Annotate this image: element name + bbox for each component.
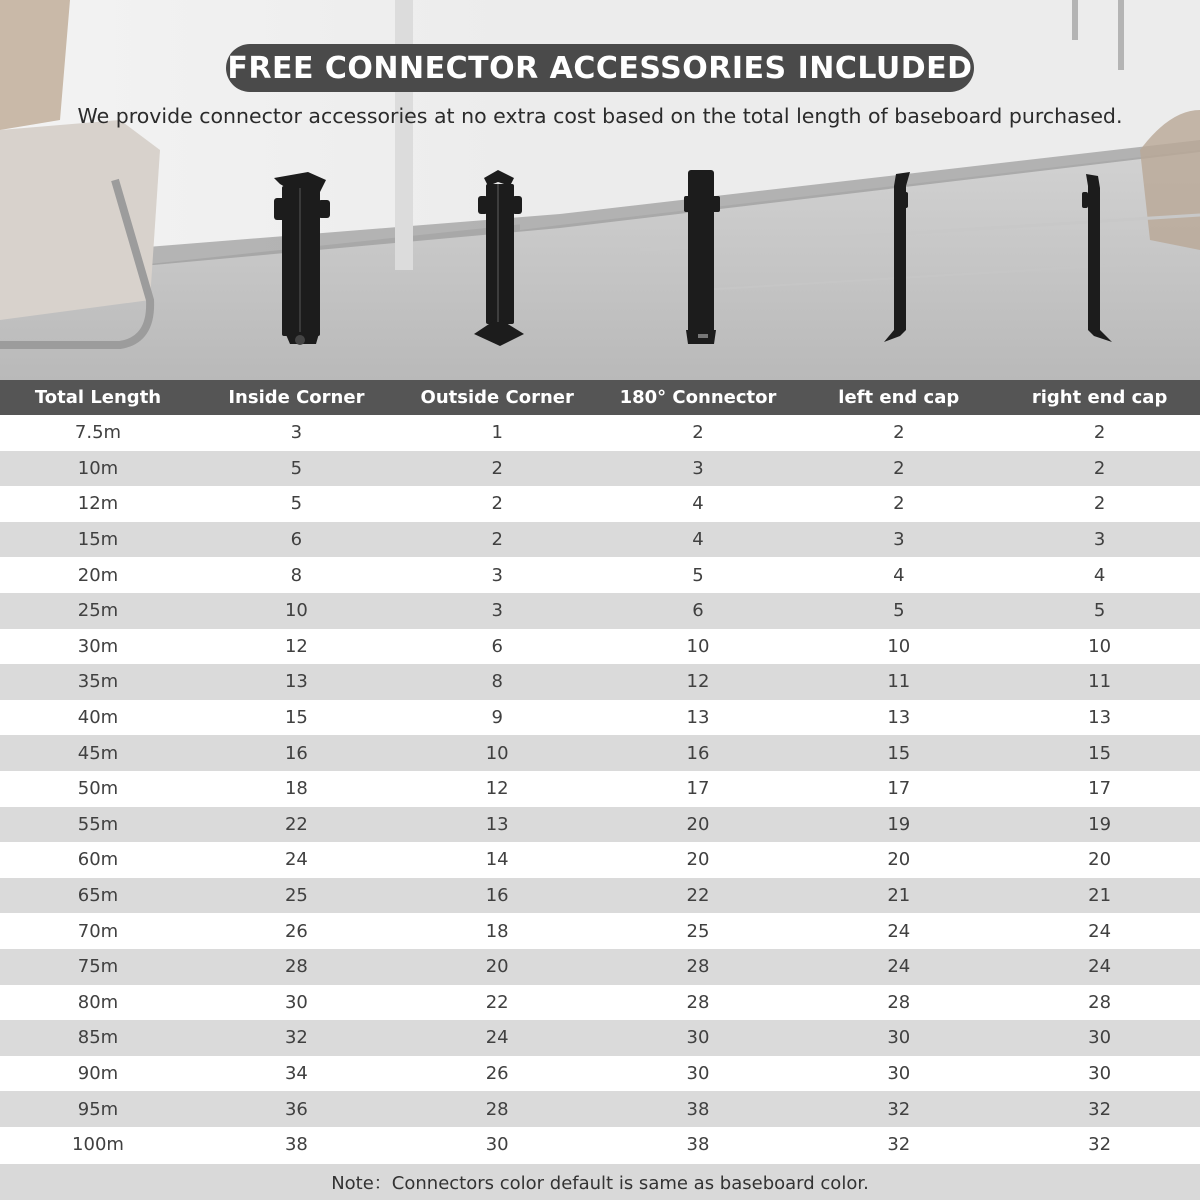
quantity-cell: 3 <box>999 522 1200 558</box>
quantity-cell: 13 <box>397 807 598 843</box>
quantity-cell: 24 <box>196 842 397 878</box>
length-cell: 90m <box>0 1056 196 1092</box>
quantity-cell: 2 <box>798 486 999 522</box>
table-row <box>0 842 1200 878</box>
quantity-cell: 26 <box>196 913 397 949</box>
180-degree-connector-icon <box>684 170 720 344</box>
quantity-cell: 6 <box>397 629 598 665</box>
length-cell: 95m <box>0 1091 196 1127</box>
table-body <box>0 415 1200 1162</box>
quantity-cell: 3 <box>196 415 397 451</box>
table-row <box>0 913 1200 949</box>
quantity-cell: 3 <box>798 522 999 558</box>
quantity-cell: 2 <box>397 522 598 558</box>
quantity-cell: 30 <box>598 1056 799 1092</box>
table-row <box>0 451 1200 487</box>
quantity-cell: 30 <box>999 1056 1200 1092</box>
quantity-cell: 2 <box>798 415 999 451</box>
table-header-row <box>0 380 1200 415</box>
quantity-cell: 5 <box>598 557 799 593</box>
quantity-cell: 20 <box>397 949 598 985</box>
quantity-cell: 11 <box>798 664 999 700</box>
quantity-cell: 24 <box>798 913 999 949</box>
quantity-cell: 13 <box>598 700 799 736</box>
quantity-cell: 5 <box>196 451 397 487</box>
quantity-cell: 14 <box>397 842 598 878</box>
table-row <box>0 486 1200 522</box>
quantity-cell: 36 <box>196 1091 397 1127</box>
quantity-cell: 19 <box>999 807 1200 843</box>
quantity-cell: 3 <box>397 557 598 593</box>
length-cell: 10m <box>0 451 196 487</box>
quantity-cell: 5 <box>196 486 397 522</box>
quantity-cell: 24 <box>999 949 1200 985</box>
quantity-cell: 13 <box>798 700 999 736</box>
quantity-cell: 24 <box>397 1020 598 1056</box>
quantity-cell: 22 <box>397 985 598 1021</box>
quantity-cell: 20 <box>598 807 799 843</box>
length-cell: 30m <box>0 629 196 665</box>
table-row <box>0 1056 1200 1092</box>
quantity-cell: 18 <box>397 913 598 949</box>
length-cell: 35m <box>0 664 196 700</box>
outside-corner-connector-icon <box>474 170 524 346</box>
quantity-cell: 4 <box>798 557 999 593</box>
header-total-length: Total Length <box>0 380 196 415</box>
quantity-cell: 8 <box>397 664 598 700</box>
table-row <box>0 664 1200 700</box>
quantity-cell: 32 <box>999 1127 1200 1163</box>
quantity-cell: 17 <box>798 771 999 807</box>
quantity-cell: 10 <box>798 629 999 665</box>
quantity-cell: 12 <box>397 771 598 807</box>
quantity-cell: 16 <box>397 878 598 914</box>
quantity-cell: 2 <box>397 486 598 522</box>
quantity-cell: 2 <box>598 415 799 451</box>
quantity-cell: 30 <box>397 1127 598 1163</box>
quantity-cell: 17 <box>598 771 799 807</box>
quantity-cell: 21 <box>798 878 999 914</box>
quantity-cell: 20 <box>798 842 999 878</box>
quantity-cell: 30 <box>798 1020 999 1056</box>
quantity-cell: 5 <box>999 593 1200 629</box>
banner-subtitle: We provide connector accessories at no extra cost based on the total length of baseboard purchased. <box>77 104 1123 128</box>
quantity-cell: 4 <box>598 486 799 522</box>
header-left-end-cap: left end cap <box>798 380 999 415</box>
quantity-cell: 6 <box>598 593 799 629</box>
quantity-cell: 2 <box>397 451 598 487</box>
length-cell: 60m <box>0 842 196 878</box>
quantity-cell: 28 <box>598 985 799 1021</box>
length-cell: 15m <box>0 522 196 558</box>
quantity-cell: 13 <box>999 700 1200 736</box>
table-row <box>0 771 1200 807</box>
quantity-cell: 38 <box>598 1091 799 1127</box>
length-cell: 50m <box>0 771 196 807</box>
quantity-cell: 2 <box>999 451 1200 487</box>
table-row <box>0 700 1200 736</box>
table-row <box>0 878 1200 914</box>
quantity-cell: 30 <box>598 1020 799 1056</box>
left-end-cap-icon <box>884 172 910 342</box>
quantity-cell: 2 <box>999 415 1200 451</box>
connector-quantity-table <box>0 380 1200 1162</box>
length-cell: 40m <box>0 700 196 736</box>
length-cell: 12m <box>0 486 196 522</box>
quantity-cell: 25 <box>196 878 397 914</box>
quantity-cell: 24 <box>999 913 1200 949</box>
quantity-cell: 11 <box>999 664 1200 700</box>
table-row <box>0 629 1200 665</box>
table-row <box>0 807 1200 843</box>
quantity-cell: 3 <box>397 593 598 629</box>
quantity-cell: 20 <box>999 842 1200 878</box>
quantity-cell: 21 <box>999 878 1200 914</box>
quantity-cell: 8 <box>196 557 397 593</box>
quantity-cell: 12 <box>598 664 799 700</box>
length-cell: 85m <box>0 1020 196 1056</box>
quantity-cell: 13 <box>196 664 397 700</box>
quantity-cell: 20 <box>598 842 799 878</box>
quantity-cell: 28 <box>598 949 799 985</box>
quantity-cell: 38 <box>196 1127 397 1163</box>
quantity-cell: 2 <box>798 451 999 487</box>
quantity-cell: 30 <box>999 1020 1200 1056</box>
table-row <box>0 1127 1200 1163</box>
length-cell: 65m <box>0 878 196 914</box>
quantity-cell: 28 <box>798 985 999 1021</box>
quantity-cell: 5 <box>798 593 999 629</box>
banner-title: FREE CONNECTOR ACCESSORIES INCLUDED <box>226 44 974 92</box>
table-row <box>0 985 1200 1021</box>
quantity-cell: 4 <box>999 557 1200 593</box>
quantity-cell: 16 <box>598 735 799 771</box>
note-text: Note：Connectors color default is same as baseboard color. <box>0 1164 1200 1200</box>
quantity-cell: 28 <box>999 985 1200 1021</box>
length-cell: 75m <box>0 949 196 985</box>
header-right-end-cap: right end cap <box>999 380 1200 415</box>
quantity-cell: 30 <box>196 985 397 1021</box>
table-row <box>0 593 1200 629</box>
quantity-cell: 18 <box>196 771 397 807</box>
quantity-cell: 10 <box>598 629 799 665</box>
length-cell: 45m <box>0 735 196 771</box>
quantity-cell: 15 <box>798 735 999 771</box>
quantity-cell: 38 <box>598 1127 799 1163</box>
quantity-cell: 1 <box>397 415 598 451</box>
length-cell: 20m <box>0 557 196 593</box>
quantity-cell: 19 <box>798 807 999 843</box>
quantity-cell: 9 <box>397 700 598 736</box>
quantity-cell: 15 <box>196 700 397 736</box>
quantity-cell: 2 <box>999 486 1200 522</box>
table-row <box>0 1020 1200 1056</box>
table-row <box>0 1091 1200 1127</box>
header-180-connector: 180° Connector <box>598 380 799 415</box>
quantity-cell: 32 <box>798 1091 999 1127</box>
table-row <box>0 522 1200 558</box>
table-row <box>0 949 1200 985</box>
inside-corner-connector-icon <box>274 172 330 345</box>
quantity-cell: 22 <box>598 878 799 914</box>
length-cell: 25m <box>0 593 196 629</box>
length-cell: 55m <box>0 807 196 843</box>
length-cell: 70m <box>0 913 196 949</box>
quantity-cell: 10 <box>999 629 1200 665</box>
quantity-cell: 10 <box>196 593 397 629</box>
quantity-cell: 28 <box>196 949 397 985</box>
quantity-cell: 15 <box>999 735 1200 771</box>
table-row <box>0 735 1200 771</box>
table-row <box>0 415 1200 451</box>
quantity-cell: 28 <box>397 1091 598 1127</box>
right-end-cap-icon <box>1082 174 1112 342</box>
quantity-cell: 30 <box>798 1056 999 1092</box>
header-inside-corner: Inside Corner <box>196 380 397 415</box>
hero-banner <box>0 0 1200 380</box>
quantity-cell: 16 <box>196 735 397 771</box>
quantity-cell: 32 <box>999 1091 1200 1127</box>
quantity-cell: 32 <box>196 1020 397 1056</box>
length-cell: 7.5m <box>0 415 196 451</box>
length-cell: 100m <box>0 1127 196 1163</box>
quantity-cell: 6 <box>196 522 397 558</box>
quantity-cell: 22 <box>196 807 397 843</box>
quantity-cell: 32 <box>798 1127 999 1163</box>
quantity-cell: 3 <box>598 451 799 487</box>
quantity-cell: 24 <box>798 949 999 985</box>
header-outside-corner: Outside Corner <box>397 380 598 415</box>
quantity-cell: 12 <box>196 629 397 665</box>
quantity-cell: 34 <box>196 1056 397 1092</box>
length-cell: 80m <box>0 985 196 1021</box>
quantity-cell: 25 <box>598 913 799 949</box>
quantity-cell: 10 <box>397 735 598 771</box>
quantity-cell: 17 <box>999 771 1200 807</box>
table-row <box>0 557 1200 593</box>
quantity-cell: 4 <box>598 522 799 558</box>
quantity-cell: 26 <box>397 1056 598 1092</box>
